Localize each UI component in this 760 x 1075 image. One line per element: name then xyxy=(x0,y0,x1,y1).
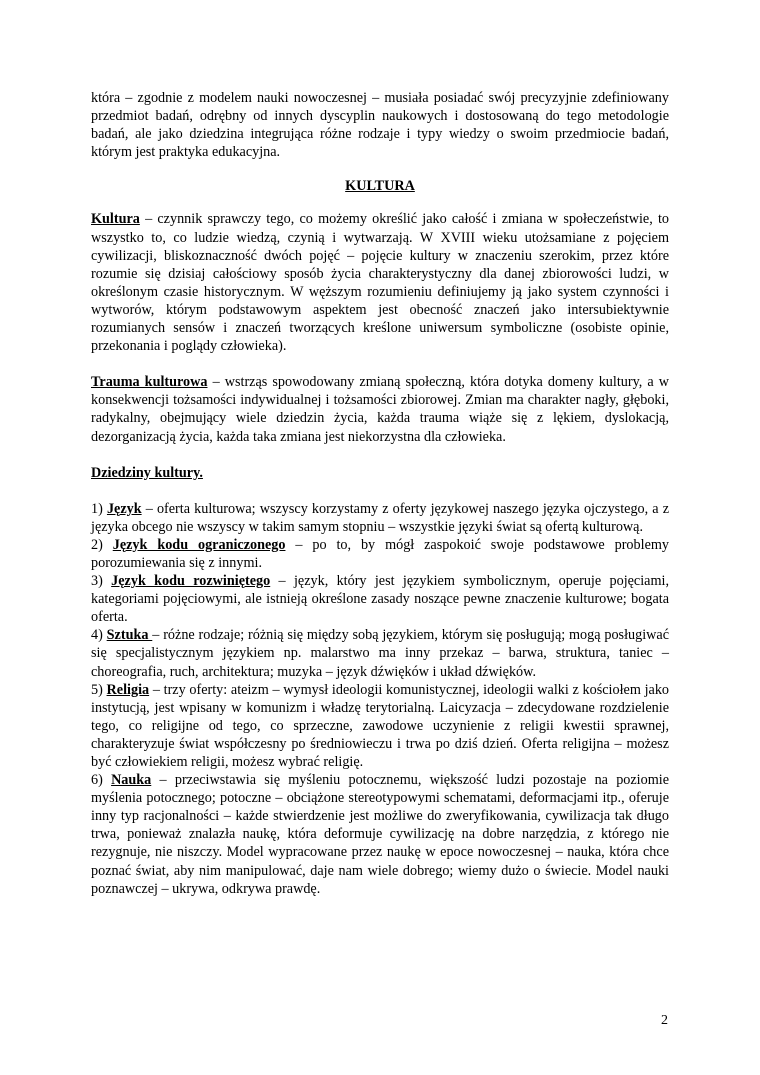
list-item xyxy=(91,572,669,626)
domains-list xyxy=(91,500,669,898)
item-term: Język kodu ograniczonego xyxy=(112,536,286,553)
item-text: – przeciwstawia się myśleniu potocznemu, większość ludzi pozostaje na poziomie myślenia potocznego; potoczne – obciążone stereotypowymi schematami, deformacjami itp., oferuje inny typ racjonalności – każde stwierdzenie jest możliwe do zweryfikowania, cywilizacja tak długo trwa, ponieważ znalazła naukę, która deformuje cywilizację na dobre narzędzia, z którego nie rezygnuje, nie niszczy. Model wypracowane przez naukę w epoce nowoczesnej – nauka, która chce poznać świat, aby nim manipulować, daje nam wiele dobrego; wiemy dużo o świecie. Model nauki poznawczej – ukrywa, odkrywa prawdę. xyxy=(91,772,669,897)
document-page xyxy=(91,89,669,898)
item-text: – po to, by mógł zaspokoić swoje podstawowe problemy porozumiewania się z innymi. xyxy=(91,536,669,571)
intro-paragraph: która – zgodnie z modelem nauki nowoczesnej – musiała posiadać swój precyzyjnie zdefiniowany przedmiot badań, odrębny od innych dyscyplin naukowych i dostosowaną do tego metodologie badań, ale jako dziedzina integrująca różne rodzaje i typy wiedzy o swoim przedmiocie badań, którym jest praktyka edukacyjna. xyxy=(91,90,669,161)
list-item xyxy=(91,500,669,536)
item-number: 1) xyxy=(91,500,107,517)
item-number: 4) xyxy=(91,627,107,644)
item-number: 3) xyxy=(91,573,112,590)
list-item xyxy=(91,681,669,771)
item-term: Religia xyxy=(106,681,150,698)
item-text: – język, który jest językiem symbolicznym, operuje pojęciami, kategoriami pojęciowymi, ale istnieją określone zasady noszące pewne znaczenie kulturowe; bogata oferta. xyxy=(91,573,669,626)
list-item xyxy=(91,771,669,898)
item-text: – oferta kulturowa; wszyscy korzystamy z oferty językowej naszego języka ojczystego, a z języka obcego nie wszyscy w takim samym stopniu – wszystkie języki świat są ofertą kulturową. xyxy=(91,500,669,535)
item-term: Nauka xyxy=(111,772,152,789)
domains-heading: Dziedziny kultury. xyxy=(91,464,203,481)
item-number: 5) xyxy=(91,681,107,698)
section-title: KULTURA xyxy=(345,178,415,195)
item-term: Język kodu rozwiniętego xyxy=(111,573,271,590)
item-term: Sztuka xyxy=(106,627,153,644)
list-item xyxy=(91,626,669,680)
trauma-paragraph xyxy=(91,373,669,445)
item-number: 2) xyxy=(91,536,113,553)
page-number: 2 xyxy=(661,1013,668,1028)
kultura-paragraph xyxy=(91,210,669,355)
kultura-term: Kultura xyxy=(91,211,140,228)
item-text: – trzy oferty: ateizm – wymysł ideologii komunistycznej, ideologii walki z kościołem jako instytucją, jest wpisany w komunizm i władzę terytorialną. Laicyzacja – zdecydowane rozdzielenie tego, co religijne od tego, co sprzeczne, zawodowe uczynienie z religii kwestii sprawnej, charakteryzuje świat współczesny po średniowieczu i trwa po dziś dzień. Oferta religijna – możesz być człowiekiem religii, możesz wybrać religię. xyxy=(91,681,670,770)
item-number: 6) xyxy=(91,772,112,789)
item-term: Język xyxy=(106,500,142,517)
kultura-text: – czynnik sprawczy tego, co możemy określić jako całość i zmiana w społeczeństwie, to wszystko to, co ludzie wiedzą, czynią i wytwarzają. W XVIII wieku utożsamiane z pojęciem cywilizacji, bliskoznaczność dwóch pojęć – pojęcie kultury w znaczeniu szerokim, przez które rozumie się dzisiaj całościowy sposób życia charakterystyczny dla danej zbiorowości ludzi, w określonym czasie historycznym. W węższym rozumieniu definiujemy ją jako system czynności i wytworów, którym podstawowym aspektem jest obecność znaczeń jako intersubiektywnie rozumianych sensów i znaczeń tworzących kreślone uniwersum symboliczne (osobiste opinie, przekonania i poglądy człowieka). xyxy=(91,211,669,355)
trauma-term: Trauma kulturowa xyxy=(91,374,208,391)
list-item xyxy=(91,536,669,572)
trauma-text: – wstrząs spowodowany zmianą społeczną, która dotyka domeny kultury, a w konsekwencji tożsamości indywidualnej i tożsamości zbiorowej. Zmian ma charakter nagły, głęboki, radykalny, obejmujący wiele dziedzin życia, każda trauma wiąże się z lękiem, dyslokacją, dezorganizacją życia, każda taka zmiana jest niekorzystna dla człowieka. xyxy=(91,374,669,445)
item-text: – różne rodzaje; różnią się między sobą językiem, którym się posługują; mogą posługiwać się specjalistycznym językiem np. malarstwo ma inny przekaz – barwa, struktura, taniec – choreografia, ruch, architektura; muzyka – język dźwięków i układ dźwięków. xyxy=(91,627,669,680)
